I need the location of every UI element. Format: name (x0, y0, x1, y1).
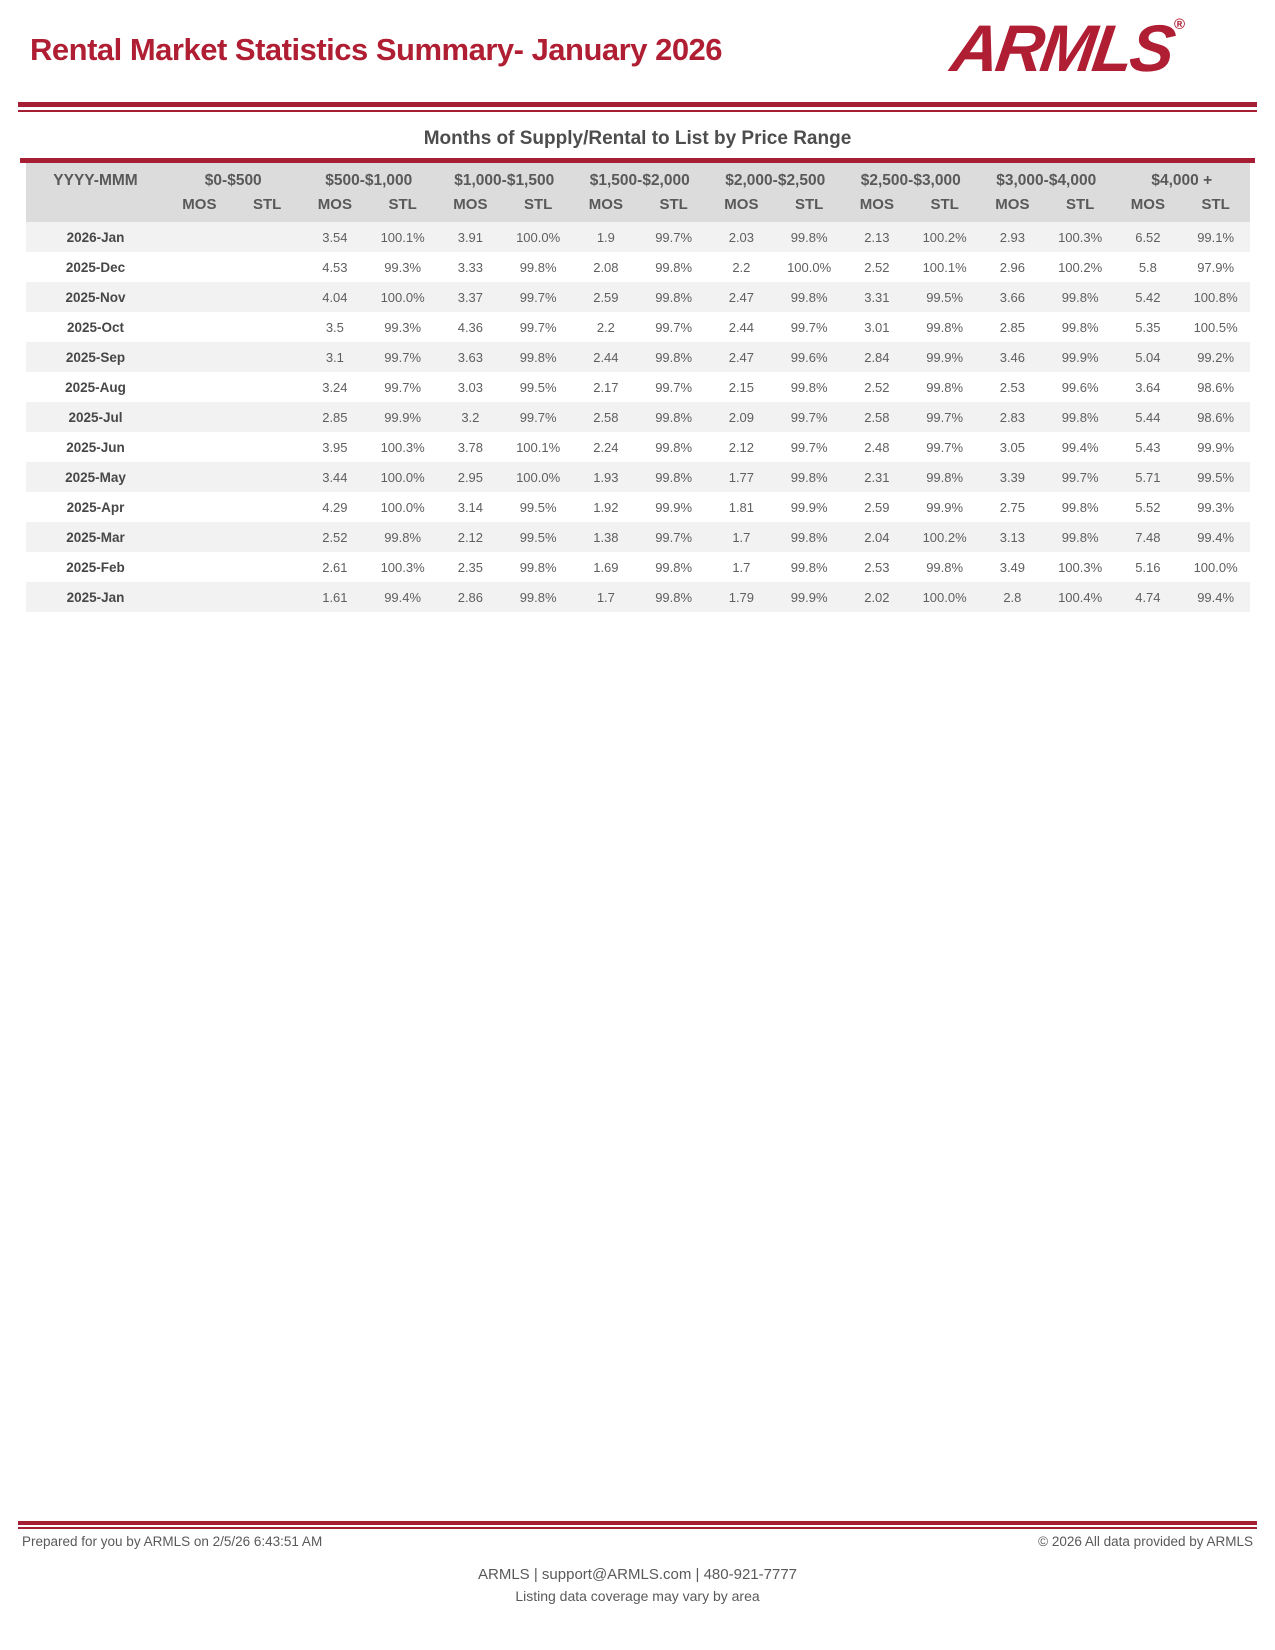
stl-value: 100.2% (1058, 259, 1103, 275)
row-month-label: 2025-Oct (66, 319, 125, 335)
mos-value: 2.96 (999, 259, 1026, 275)
stl-value: 99.5% (519, 379, 557, 395)
stl-value: 99.7% (519, 409, 557, 425)
stl-value: 99.9% (1197, 439, 1235, 455)
stl-value: 97.9% (1197, 259, 1235, 275)
stl-header: STL (640, 193, 708, 222)
mos-value: 3.5 (325, 319, 344, 335)
registered-trademark-icon: ® (1173, 16, 1185, 33)
mos-value: 7.48 (1135, 529, 1161, 545)
stl-value: 99.8% (1061, 499, 1099, 515)
stl-header: STL (1182, 193, 1250, 222)
mos-value: 5.16 (1135, 559, 1161, 575)
mos-value: 3.1 (325, 349, 344, 365)
mos-value: 3.39 (999, 469, 1026, 485)
mos-value (166, 342, 234, 372)
stl-value: 100.1% (380, 229, 425, 245)
mos-value: 5.43 (1135, 439, 1161, 455)
mos-value: 2.44 (593, 349, 619, 365)
mos-value (166, 312, 234, 342)
stl-value: 99.7% (926, 439, 964, 455)
stl-header: STL (369, 193, 437, 222)
contact-text: ARMLS | support@ARMLS.com | 480-921-7777 (478, 1566, 797, 1583)
stl-value: 100.3% (380, 439, 425, 455)
stl-value (233, 432, 301, 462)
stl-value: 99.4% (384, 589, 422, 605)
row-month-label: 2025-Jul (68, 409, 123, 425)
stl-value: 98.6% (1197, 379, 1235, 395)
stl-header: STL (911, 193, 979, 222)
mos-value: 5.04 (1135, 349, 1161, 365)
mos-stl-header-row (26, 193, 1250, 222)
stl-value: 99.8% (790, 379, 828, 395)
stl-value: 99.8% (1061, 529, 1099, 545)
stl-value (233, 402, 301, 432)
stl-value: 99.9% (790, 499, 828, 515)
mos-value: 2.58 (864, 409, 890, 425)
mos-value: 3.03 (457, 379, 484, 395)
mos-value: 2.75 (999, 499, 1026, 515)
stl-value: 99.8% (655, 559, 693, 575)
stl-value: 99.7% (655, 229, 693, 245)
copyright-text: © 2026 All data provided by ARMLS (1038, 1534, 1253, 1549)
stl-value: 99.7% (519, 289, 557, 305)
mos-value: 2.52 (864, 379, 890, 395)
mos-value (166, 552, 234, 582)
stl-value: 99.9% (926, 349, 964, 365)
stl-value: 99.8% (790, 529, 828, 545)
mos-value: 2.31 (864, 469, 890, 485)
stl-value: 99.9% (790, 589, 828, 605)
row-month-label: 2025-Sep (65, 349, 126, 365)
stl-value: 99.8% (655, 289, 693, 305)
table-row (26, 342, 1250, 372)
mos-header: MOS (1114, 193, 1182, 222)
mos-value: 2.17 (593, 379, 619, 395)
stl-value: 100.0% (516, 229, 561, 245)
mos-value: 2.58 (593, 409, 619, 425)
stl-value: 99.8% (1061, 289, 1099, 305)
stl-value: 99.9% (926, 499, 964, 515)
stl-value (233, 522, 301, 552)
stl-value: 100.3% (1058, 559, 1103, 575)
mos-value (166, 582, 234, 612)
mos-value: 1.7 (596, 589, 615, 605)
stl-value: 99.7% (926, 409, 964, 425)
stl-value: 99.3% (1197, 499, 1235, 515)
footer-meta-row (0, 1529, 1275, 1549)
stl-value (233, 222, 301, 252)
table-row (26, 402, 1250, 432)
stl-value: 99.8% (790, 559, 828, 575)
table-header (26, 163, 1250, 222)
mos-value: 2.86 (457, 589, 484, 605)
stl-value: 100.0% (787, 259, 832, 275)
mos-value: 3.54 (322, 229, 348, 245)
row-month-label: 2025-Feb (66, 559, 125, 575)
stl-value: 99.8% (1061, 409, 1099, 425)
mos-value: 1.79 (728, 589, 755, 605)
table-body (26, 222, 1250, 612)
mos-value: 2.47 (728, 349, 755, 365)
mos-value (166, 492, 234, 522)
stl-value: 99.8% (655, 439, 693, 455)
stl-value: 99.7% (384, 349, 422, 365)
mos-value: 1.77 (728, 469, 755, 485)
row-month-label: 2025-May (65, 469, 126, 485)
mos-header: MOS (301, 193, 369, 222)
mos-value: 2.2 (596, 319, 615, 335)
stl-value: 99.9% (655, 499, 693, 515)
mos-value: 2.84 (864, 349, 890, 365)
stl-value: 99.9% (384, 409, 422, 425)
mos-value (166, 522, 234, 552)
mos-value: 1.69 (593, 559, 619, 575)
mos-value: 1.7 (732, 559, 751, 575)
table-row (26, 222, 1250, 252)
price-range-header: $500-$1,000 (301, 163, 437, 193)
stl-value: 99.6% (1061, 379, 1099, 395)
stl-value: 99.7% (790, 409, 828, 425)
price-range-header: $2,000-$2,500 (708, 163, 844, 193)
mos-value: 5.71 (1135, 469, 1161, 485)
mos-value: 1.38 (593, 529, 619, 545)
stl-value (233, 342, 301, 372)
stl-value: 99.8% (655, 259, 693, 275)
stl-value: 99.2% (1197, 349, 1235, 365)
stl-value: 99.9% (1061, 349, 1099, 365)
stl-value: 100.0% (380, 289, 425, 305)
mos-value: 2.85 (999, 319, 1026, 335)
mos-value: 4.53 (322, 259, 348, 275)
stl-value: 99.7% (655, 319, 693, 335)
price-range-header: $1,000-$1,500 (437, 163, 573, 193)
mos-value: 4.29 (322, 499, 348, 515)
mos-value (166, 402, 234, 432)
mos-value: 2.53 (864, 559, 890, 575)
stl-value: 99.6% (790, 349, 828, 365)
stl-value: 99.8% (926, 319, 964, 335)
mos-value: 5.42 (1135, 289, 1161, 305)
stl-value: 99.4% (1197, 529, 1235, 545)
mos-value: 2.52 (864, 259, 890, 275)
mos-value: 1.9 (596, 229, 615, 245)
mos-value: 3.95 (322, 439, 348, 455)
mos-value: 3.91 (457, 229, 484, 245)
mos-value: 2.8 (1003, 589, 1022, 605)
armls-logo-text: ARMLS (947, 11, 1178, 85)
stl-value: 99.5% (519, 499, 557, 515)
mos-value: 3.46 (999, 349, 1026, 365)
mos-header: MOS (437, 193, 505, 222)
stl-value (233, 492, 301, 522)
row-month-label: 2025-Apr (66, 499, 125, 515)
coverage-disclaimer-text: Listing data coverage may vary by area (515, 1588, 760, 1604)
mos-value: 2.13 (864, 229, 890, 245)
mos-value (166, 252, 234, 282)
stl-value (233, 312, 301, 342)
mos-value: 1.92 (593, 499, 619, 515)
stl-value: 100.8% (1193, 289, 1238, 305)
price-range-header: $4,000 + (1114, 163, 1250, 193)
stl-value: 100.5% (1193, 319, 1238, 335)
mos-value: 3.37 (457, 289, 484, 305)
row-month-label: 2025-Jan (66, 589, 125, 605)
stl-value: 100.2% (922, 529, 967, 545)
stl-value: 99.7% (790, 319, 828, 335)
mos-value: 2.12 (728, 439, 755, 455)
stl-value: 99.8% (790, 229, 828, 245)
stl-value: 99.8% (519, 349, 557, 365)
month-column-header: YYYY-MMM (26, 163, 166, 222)
price-range-header: $0-$500 (166, 163, 302, 193)
mos-value: 2.03 (728, 229, 755, 245)
stl-value: 99.8% (519, 259, 557, 275)
mos-header: MOS (708, 193, 776, 222)
mos-value: 1.93 (593, 469, 619, 485)
footer-divider-rule (18, 1521, 1257, 1529)
mos-value: 3.64 (1135, 379, 1161, 395)
stl-value: 100.0% (1193, 559, 1238, 575)
stl-value: 99.4% (1061, 439, 1099, 455)
mos-value (166, 462, 234, 492)
mos-header: MOS (979, 193, 1047, 222)
stl-value: 100.1% (516, 439, 561, 455)
mos-value: 2.47 (728, 289, 755, 305)
price-range-header-row (26, 163, 1250, 193)
mos-value: 3.66 (999, 289, 1026, 305)
stl-value: 100.3% (380, 559, 425, 575)
stl-value: 99.8% (519, 559, 557, 575)
mos-value: 2.2 (732, 259, 751, 275)
stl-value: 100.0% (516, 469, 561, 485)
stl-value: 99.8% (655, 469, 693, 485)
table-row (26, 252, 1250, 282)
row-month-label: 2025-Dec (65, 259, 126, 275)
stl-value: 100.4% (1058, 589, 1103, 605)
stl-value: 99.8% (926, 379, 964, 395)
armls-logo (947, 11, 1185, 85)
page-header (0, 0, 1275, 96)
stl-value: 100.1% (922, 259, 967, 275)
mos-value: 2.59 (593, 289, 619, 305)
mos-value: 1.7 (732, 529, 751, 545)
stl-header: STL (1046, 193, 1114, 222)
mos-value: 5.52 (1135, 499, 1161, 515)
header-divider-rule (18, 102, 1257, 112)
page-footer (0, 1521, 1275, 1604)
stl-value: 99.8% (655, 589, 693, 605)
mos-value: 5.8 (1138, 259, 1157, 275)
mos-value: 3.2 (461, 409, 480, 425)
table-row (26, 582, 1250, 612)
stl-value: 99.7% (384, 379, 422, 395)
stl-value: 99.8% (655, 349, 693, 365)
stl-header: STL (775, 193, 843, 222)
stl-value: 99.7% (1061, 469, 1099, 485)
mos-value (166, 282, 234, 312)
mos-value: 3.24 (322, 379, 348, 395)
table-row (26, 462, 1250, 492)
stl-value (233, 252, 301, 282)
mos-value: 2.83 (999, 409, 1026, 425)
mos-value: 3.31 (864, 289, 890, 305)
mos-value: 1.61 (322, 589, 348, 605)
mos-value: 3.44 (322, 469, 348, 485)
mos-value: 2.52 (322, 529, 348, 545)
stl-value: 99.8% (655, 409, 693, 425)
mos-value: 4.04 (322, 289, 348, 305)
row-month-label: 2026-Jan (66, 229, 125, 245)
stl-value (233, 372, 301, 402)
table-row (26, 372, 1250, 402)
mos-value: 6.52 (1135, 229, 1161, 245)
mos-value (166, 372, 234, 402)
stl-value: 99.8% (790, 469, 828, 485)
stl-value: 99.8% (1061, 319, 1099, 335)
row-month-label: 2025-Aug (65, 379, 126, 395)
mos-header: MOS (572, 193, 640, 222)
table-row (26, 312, 1250, 342)
mos-value (166, 432, 234, 462)
stl-value: 98.6% (1197, 409, 1235, 425)
stl-value: 99.3% (384, 259, 422, 275)
stl-value: 100.0% (380, 499, 425, 515)
months-of-supply-table (26, 163, 1250, 612)
row-month-label: 2025-Jun (66, 439, 125, 455)
stl-value: 99.8% (926, 559, 964, 575)
mos-value: 3.63 (457, 349, 484, 365)
table-row (26, 522, 1250, 552)
stl-value: 99.7% (790, 439, 828, 455)
mos-value: 5.44 (1135, 409, 1161, 425)
mos-value: 2.04 (864, 529, 890, 545)
stl-value (233, 582, 301, 612)
stl-value: 99.7% (655, 379, 693, 395)
mos-value: 2.08 (593, 259, 619, 275)
stl-value: 99.8% (384, 529, 422, 545)
stl-value (233, 462, 301, 492)
table-row (26, 492, 1250, 522)
mos-value: 3.05 (999, 439, 1026, 455)
stl-value: 100.0% (922, 589, 967, 605)
mos-value: 4.74 (1135, 589, 1161, 605)
prepared-by-text: Prepared for you by ARMLS on 2/5/26 6:43:51 AM (22, 1534, 323, 1549)
mos-value: 4.36 (457, 319, 484, 335)
row-month-label: 2025-Nov (65, 289, 126, 305)
mos-value: 2.02 (864, 589, 890, 605)
mos-value: 2.85 (322, 409, 348, 425)
stl-value: 99.3% (384, 319, 422, 335)
stl-value: 99.8% (519, 589, 557, 605)
stl-value: 99.7% (519, 319, 557, 335)
mos-value: 1.81 (728, 499, 755, 515)
mos-value: 3.33 (457, 259, 484, 275)
mos-value: 2.48 (864, 439, 890, 455)
mos-header: MOS (166, 193, 234, 222)
table-title: Months of Supply/Rental to List by Price Range (423, 128, 852, 149)
stl-header: STL (504, 193, 572, 222)
table-row (26, 282, 1250, 312)
mos-value: 2.09 (728, 409, 755, 425)
stl-value: 100.2% (922, 229, 967, 245)
mos-value (166, 222, 234, 252)
stl-value: 100.0% (380, 469, 425, 485)
mos-value: 3.78 (457, 439, 484, 455)
stl-value: 99.8% (926, 469, 964, 485)
stl-value: 99.1% (1197, 229, 1235, 245)
price-range-header: $2,500-$3,000 (843, 163, 979, 193)
stl-value: 100.3% (1058, 229, 1103, 245)
mos-value: 2.15 (728, 379, 755, 395)
mos-value: 2.44 (728, 319, 755, 335)
stl-value (233, 282, 301, 312)
stl-value: 99.5% (1197, 469, 1235, 485)
mos-value: 2.95 (457, 469, 484, 485)
stl-value (233, 552, 301, 582)
mos-value: 3.01 (864, 319, 890, 335)
page-title: Rental Market Statistics Summary- January 2026 (30, 32, 723, 67)
mos-value: 2.59 (864, 499, 890, 515)
mos-value: 3.49 (999, 559, 1026, 575)
stl-value: 99.5% (926, 289, 964, 305)
price-range-header: $3,000-$4,000 (979, 163, 1115, 193)
row-month-label: 2025-Mar (66, 529, 125, 545)
mos-value: 2.93 (999, 229, 1026, 245)
stl-header: STL (233, 193, 301, 222)
table-row (26, 552, 1250, 582)
mos-value: 3.13 (999, 529, 1026, 545)
stl-value: 99.8% (790, 289, 828, 305)
mos-value: 2.35 (457, 559, 484, 575)
table-row (26, 432, 1250, 462)
mos-value: 2.12 (457, 529, 484, 545)
stl-value: 99.7% (655, 529, 693, 545)
price-range-header: $1,500-$2,000 (572, 163, 708, 193)
mos-value: 2.61 (322, 559, 348, 575)
mos-header: MOS (843, 193, 911, 222)
mos-value: 2.53 (999, 379, 1026, 395)
mos-value: 5.35 (1135, 319, 1161, 335)
stl-value: 99.4% (1197, 589, 1235, 605)
mos-value: 3.14 (457, 499, 484, 515)
mos-value: 2.24 (593, 439, 619, 455)
stl-value: 99.5% (519, 529, 557, 545)
